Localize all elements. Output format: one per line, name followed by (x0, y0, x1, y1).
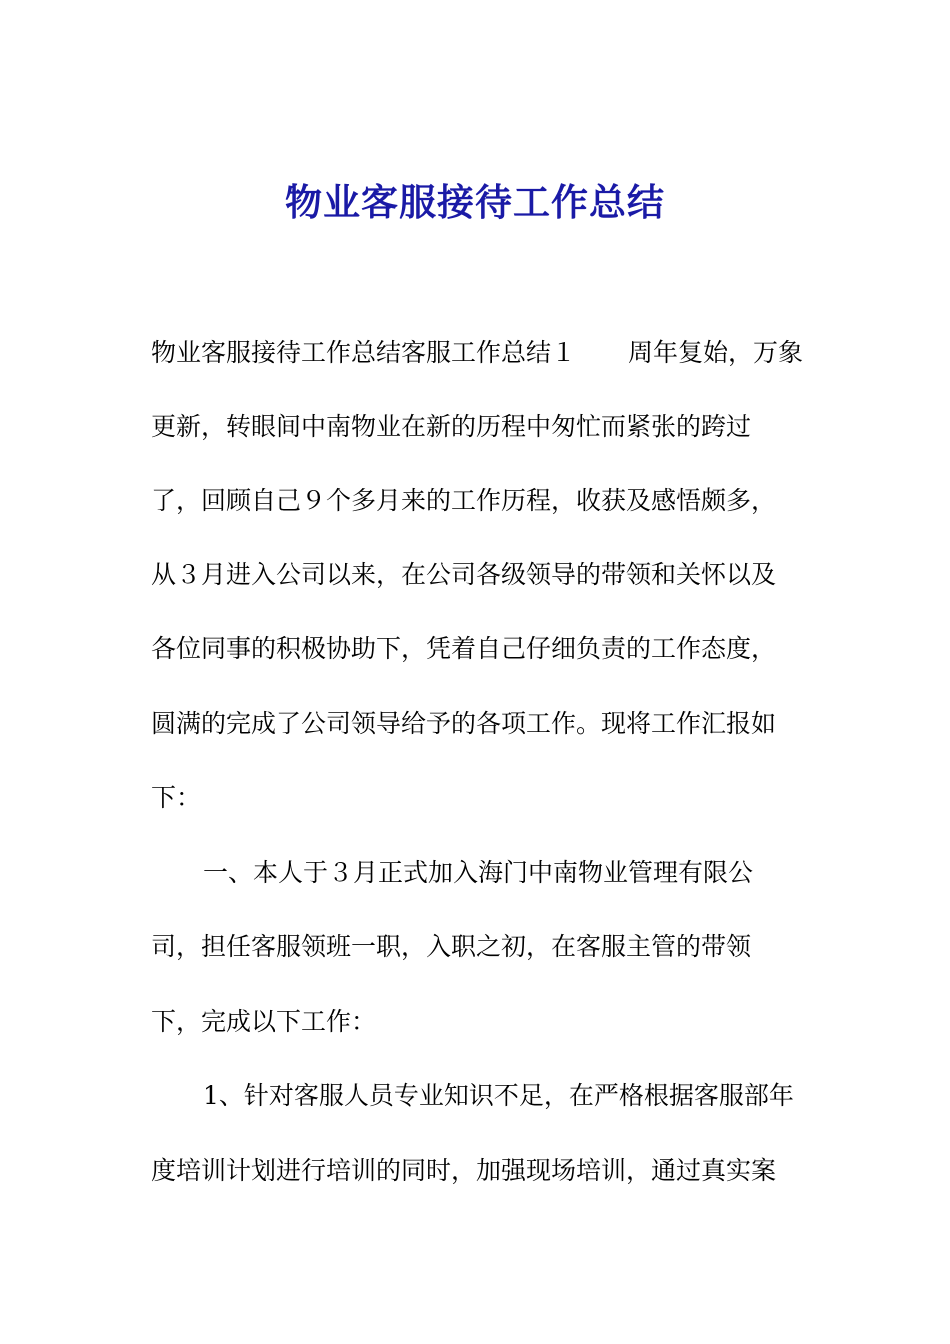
paragraph-line-5: 各位同事的积极协助下，凭着自己仔细负责的工作态度， (151, 634, 777, 663)
paragraph-line-1 (151, 335, 803, 371)
paragraph-line-2: 更新，转眼间中南物业在新的历程中匆忙而紧张的跨过 (151, 412, 752, 441)
paragraph-line-10: 下，完成以下工作： (151, 1007, 377, 1036)
paragraph-line-4: 从３月进入公司以来，在公司各级领导的带领和关怀以及 (151, 560, 777, 589)
paragraph-line-7: 下： (151, 783, 202, 812)
line-1-part-b: 周年复始，万象 (628, 338, 804, 367)
document-title: 物业客服接待工作总结 (285, 181, 665, 224)
paragraph-line-12: 度培训计划进行培训的同时，加强现场培训，通过真实案 (151, 1156, 777, 1185)
paragraph-line-8: 一、本人于３月正式加入海门中南物业管理有限公 (203, 858, 754, 887)
paragraph-line-11: 1、针对客服人员专业知识不足，在严格根据客服部年 (203, 1081, 794, 1110)
paragraph-line-6: 圆满的完成了公司领导给予的各项工作。现将工作汇报如 (151, 709, 777, 738)
paragraph-line-9: 司，担任客服领班一职，入职之初，在客服主管的带领 (151, 932, 752, 961)
paragraph-line-3: 了，回顾自己９个多月来的工作历程，收获及感悟颇多， (151, 486, 777, 515)
line-1-part-a: 物业客服接待工作总结客服工作总结１ (151, 338, 577, 367)
